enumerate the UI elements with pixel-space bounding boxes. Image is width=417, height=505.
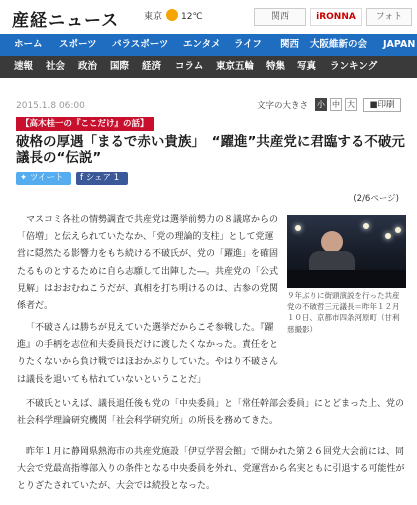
page-indicator: (2/6ページ) [353,194,399,204]
nav-sports[interactable]: スポーツ [59,39,97,50]
site-logo[interactable]: 産経ニュース [12,11,120,31]
column-tag[interactable]: 【高木桂一の『ここだけ』の話】 [16,117,154,131]
facebook-icon: f [80,173,83,183]
link-kansai[interactable]: 関西 [254,8,306,26]
nav-tokyo-olympics[interactable]: 東京五輪 [216,61,255,72]
nav-photo[interactable]: 写真 [297,61,317,72]
paragraph-1: マスコミ各社の情勢調査で共産党は選挙前勢力の８議席からの「倍増」と伝えられていたなか、「党の理論的支柱」として党運営に隠然たる影響力をもち続ける不破氏が、党の「躍進」を確固たるものとするために自ら志願して出陣した―。共産党の「公式見解」はおおむねこうだが、真相を打ち明けるのは、古参の党関係者だ。 [17,215,279,312]
paragraph-3: 不破氏といえば、議長退任後も党の「中央委員」と「常任幹部会委員」にとどまった上、党の社会科学理論研究機関「社会科学研究所」の所長を務めてきた。 [17,399,405,427]
photo-caption: ９年ぶりに街頭演説を行った共産党の不破哲三元議長＝昨年１２月１０日、京都市四条河原町（甘利慈撮影） [287,291,400,334]
link-photo[interactable]: フォト [366,8,412,26]
nav-international[interactable]: 国際 [110,61,130,72]
nav-feature[interactable]: 特集 [266,61,286,72]
weather-temp: 12℃ [181,12,203,22]
weather-widget[interactable] [144,9,203,22]
facebook-share-button[interactable]: f シェア 1 [76,172,128,185]
article-photo[interactable] [287,215,406,288]
secondary-nav [0,56,417,78]
nav-politics[interactable]: 政治 [78,61,98,72]
site-header [0,0,417,34]
nav-para-sports[interactable]: パラスポーツ [112,39,169,50]
weather-city: 東京 [144,12,163,22]
print-button[interactable]: ■印刷 [363,98,401,112]
primary-nav [0,34,417,56]
nav-osaka-ishin[interactable]: 大阪維新の会 [310,39,368,50]
font-size-small-button[interactable]: 小 [317,100,325,109]
tweet-button[interactable]: ✦ ツイート [16,172,71,185]
article-headline: 破格の厚遇「まるで赤い貴族」 “躍進”共産党に君臨する不破元議長の“伝説” [16,134,405,166]
sun-icon [166,9,178,21]
font-size-large-button[interactable]: 大 [347,100,355,109]
nav-japan-forward[interactable]: JAPAN [383,39,416,50]
nav-economy[interactable]: 経済 [142,61,162,72]
nav-society[interactable]: 社会 [46,61,66,72]
article-date: 2015.1.8 06:00 [16,101,85,111]
twitter-bird-icon: ✦ [20,173,28,183]
paragraph-4: 昨年１月に静岡県熱海市の共産党施設「伊豆学習会館」で開かれた第２６回党大会前には、同大会で党最高指導部入りの条件となる中央委員を外れ、党運営から名実ともに引退する可能性がとりざたされていたが、大会では続投となった。 [17,447,405,492]
nav-kansai[interactable]: 関西 [280,39,300,50]
printer-icon: ■ [369,100,378,110]
nav-entertainment[interactable]: エンタメ [183,39,221,50]
nav-breaking[interactable]: 速報 [14,61,34,72]
share-count: 1 [113,173,120,183]
nav-ranking[interactable]: ランキング [330,61,378,72]
font-size-medium-button[interactable]: 中 [332,100,340,109]
nav-home[interactable]: ホーム [14,39,43,50]
paragraph-2: 「不破さんは勝ちが見えていた選挙だからこそ参戦した。『躍進』の手柄を志位和夫委員長だけに渡したくなかった。責任をとりたくないから負け戦ではほおかぶりしていた。やはり不破さんは議長を退いても枯れていないということだ」 [17,323,279,385]
font-size-label: 文字の大きさ [257,101,309,111]
nav-column[interactable]: コラム [175,61,204,72]
nav-life[interactable]: ライフ [234,39,262,50]
link-ironna[interactable]: iRONNA [310,8,362,26]
